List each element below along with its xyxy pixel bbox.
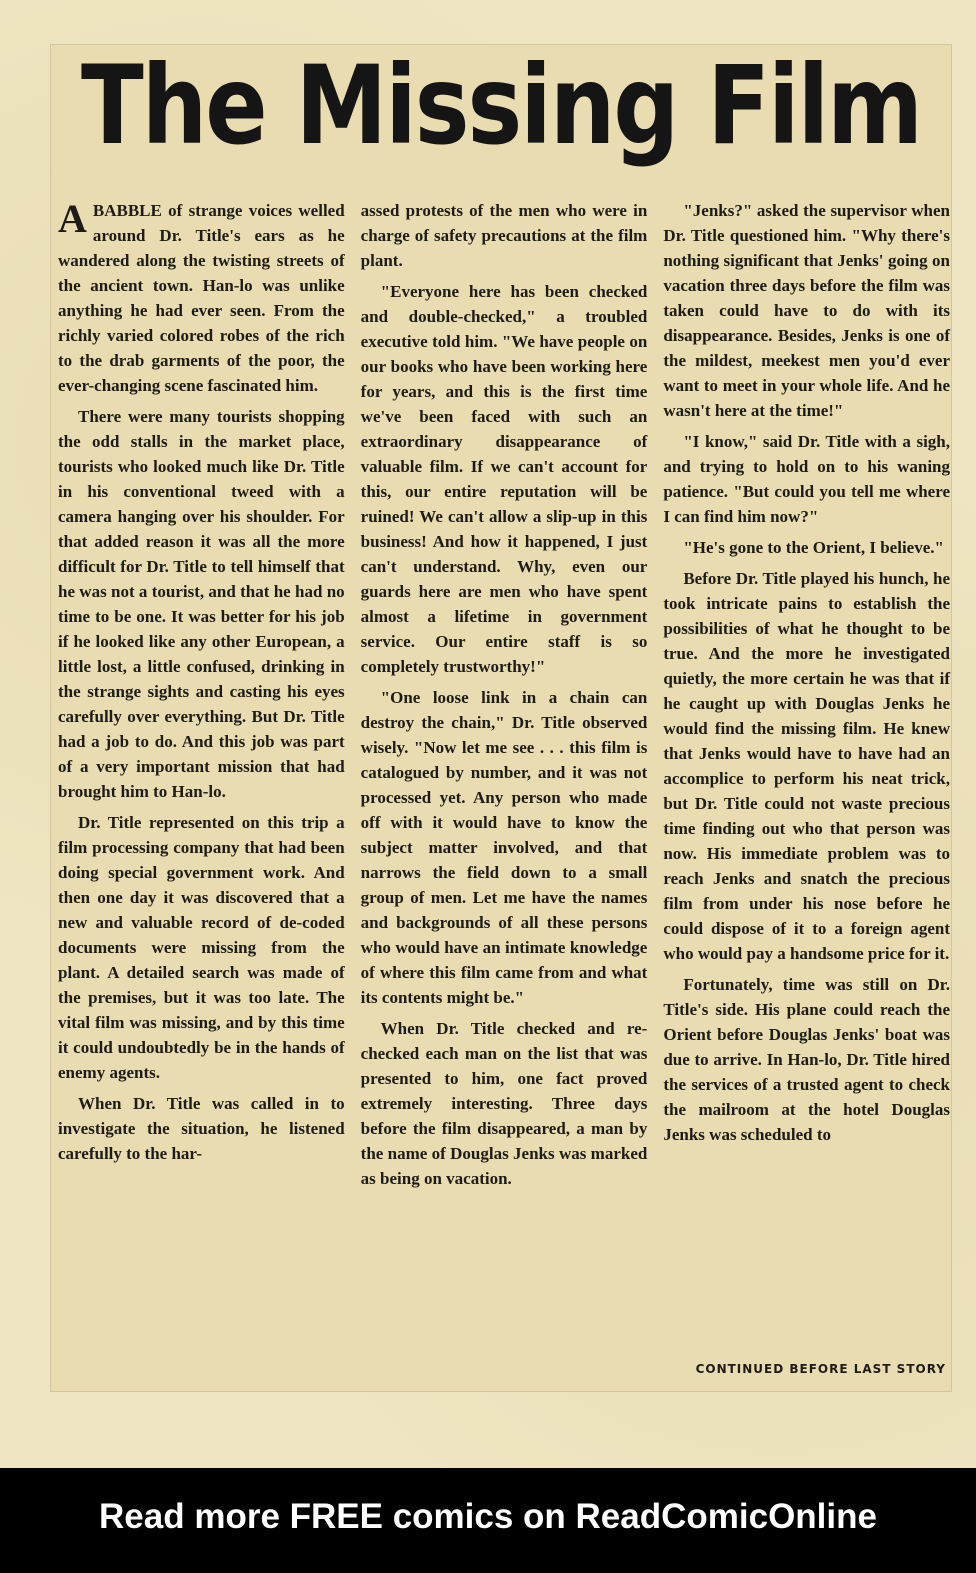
- drop-cap: A: [58, 196, 87, 241]
- paragraph: "I know," said Dr. Title with a sigh, and trying to hold on to his waning patience. "But could you tell me where I can find him now?": [663, 432, 951, 526]
- paragraph: Dr. Title represented on this trip a film processing company that had been doing special government work. And then one day it was discovered that a new and valuable record of de-coded documents were missing from the plant. A detailed search was made of the premises, but it was too late. The vital film was missing, and by this time it could undoubtedly be in the hands of enemy agents.: [58, 813, 345, 1082]
- paragraph-text: BABBLE of strange voices welled around Dr. Title's ears as he wandered along the twisting streets of the ancient town. Han-lo was unlike anything he had ever seen. From the richly varied colored robes of the rich to the drab garments of the poor, the ever-changing scene fascinated him.: [58, 201, 345, 395]
- continued-note: CONTINUED BEFORE LAST STORY: [695, 1362, 946, 1376]
- footer-banner[interactable]: [0, 1468, 976, 1573]
- story-columns: [58, 198, 950, 1197]
- paragraph: When Dr. Title was called in to investigate the situation, he listened carefully to the har-: [58, 1094, 345, 1163]
- column-2: [361, 198, 648, 1197]
- paragraph: "One loose link in a chain can destroy the chain," Dr. Title observed wisely. "Now let me see . . . this film is catalogued by number, and it was not processed yet. Any person who made off with it would have to know the subject matter involved, and that narrows the field down to a small group of men. Let me have the names and backgrounds of all these persons who would have an intimate knowledge of where this film came from and what its contents might be.": [360, 688, 648, 1007]
- paragraph: "He's gone to the Orient, I believe.": [683, 538, 944, 557]
- footer-link-text[interactable]: Read more FREE comics on ReadComicOnline: [99, 1496, 877, 1536]
- paragraph: "Everyone here has been checked and double-checked," a troubled executive told him. "We have people on our books who have been working here for years, and this is the first time we've been faced with such an extraordinary disappearance of valuable film. If we can't account for this, our entire reputation will be ruined! We can't allow a slip-up in this business! And how it happened, I just can't understand. Why, even our guards here are men who have spent almost a lifetime in government service. Our entire staff is so completely trustworthy!": [360, 282, 648, 676]
- paragraph: There were many tourists shopping the odd stalls in the market place, tourists who looked much like Dr. Title in his conventional tweed with a camera hanging over his shoulder. For that added reason it was all the more difficult for Dr. Title to tell himself that he was not a tourist, and that he had no time to be one. It was better for his job if he looked like any other European, a little lost, a little confused, drinking in the strange sights and casting his eyes carefully over everything. But Dr. Title had a job to do. And this job was part of a very important mission that had brought him to Han-lo.: [58, 407, 345, 801]
- story-title: The Missing Film: [81, 42, 921, 169]
- paragraph: Before Dr. Title played his hunch, he took intricate pains to establish the possibilities of what he thought to be true. And the more he investigated quietly, the more certain he was that if he caught up with Douglas Jenks he would find the missing film. He knew that Jenks would have to have had an accomplice to perform his neat trick, but Dr. Title could not waste precious time finding out who that person was now. His immediate problem was to reach Jenks and snatch the precious film from under his nose before he could dispose of it to a foreign agent who would pay a handsome price for it.: [663, 569, 951, 963]
- paragraph: assed protests of the men who were in charge of safety precautions at the film plant.: [360, 201, 648, 270]
- paragraph: [58, 198, 345, 398]
- paragraph: Fortunately, time was still on Dr. Title's side. His plane could reach the Orient before Douglas Jenks' boat was due to arrive. In Han-lo, Dr. Title hired the services of a trusted agent to check the mailroom at the hotel Douglas Jenks was scheduled to: [663, 975, 951, 1144]
- column-1: [58, 198, 345, 1197]
- column-3: [663, 198, 950, 1197]
- paragraph: When Dr. Title checked and re-checked each man on the list that was presented to him, one fact proved extremely interesting. Three days before the film disappeared, a man by the name of Douglas Jenks was marked as being on vacation.: [360, 1019, 648, 1188]
- paragraph: "Jenks?" asked the supervisor when Dr. Title questioned him. "Why there's nothing significant that Jenks' going on vacation three days before the film was taken could have to do with its disappearance. Besides, Jenks is one of the mildest, meekest men you'd ever want to meet in your whole life. And he wasn't here at the time!": [663, 201, 951, 420]
